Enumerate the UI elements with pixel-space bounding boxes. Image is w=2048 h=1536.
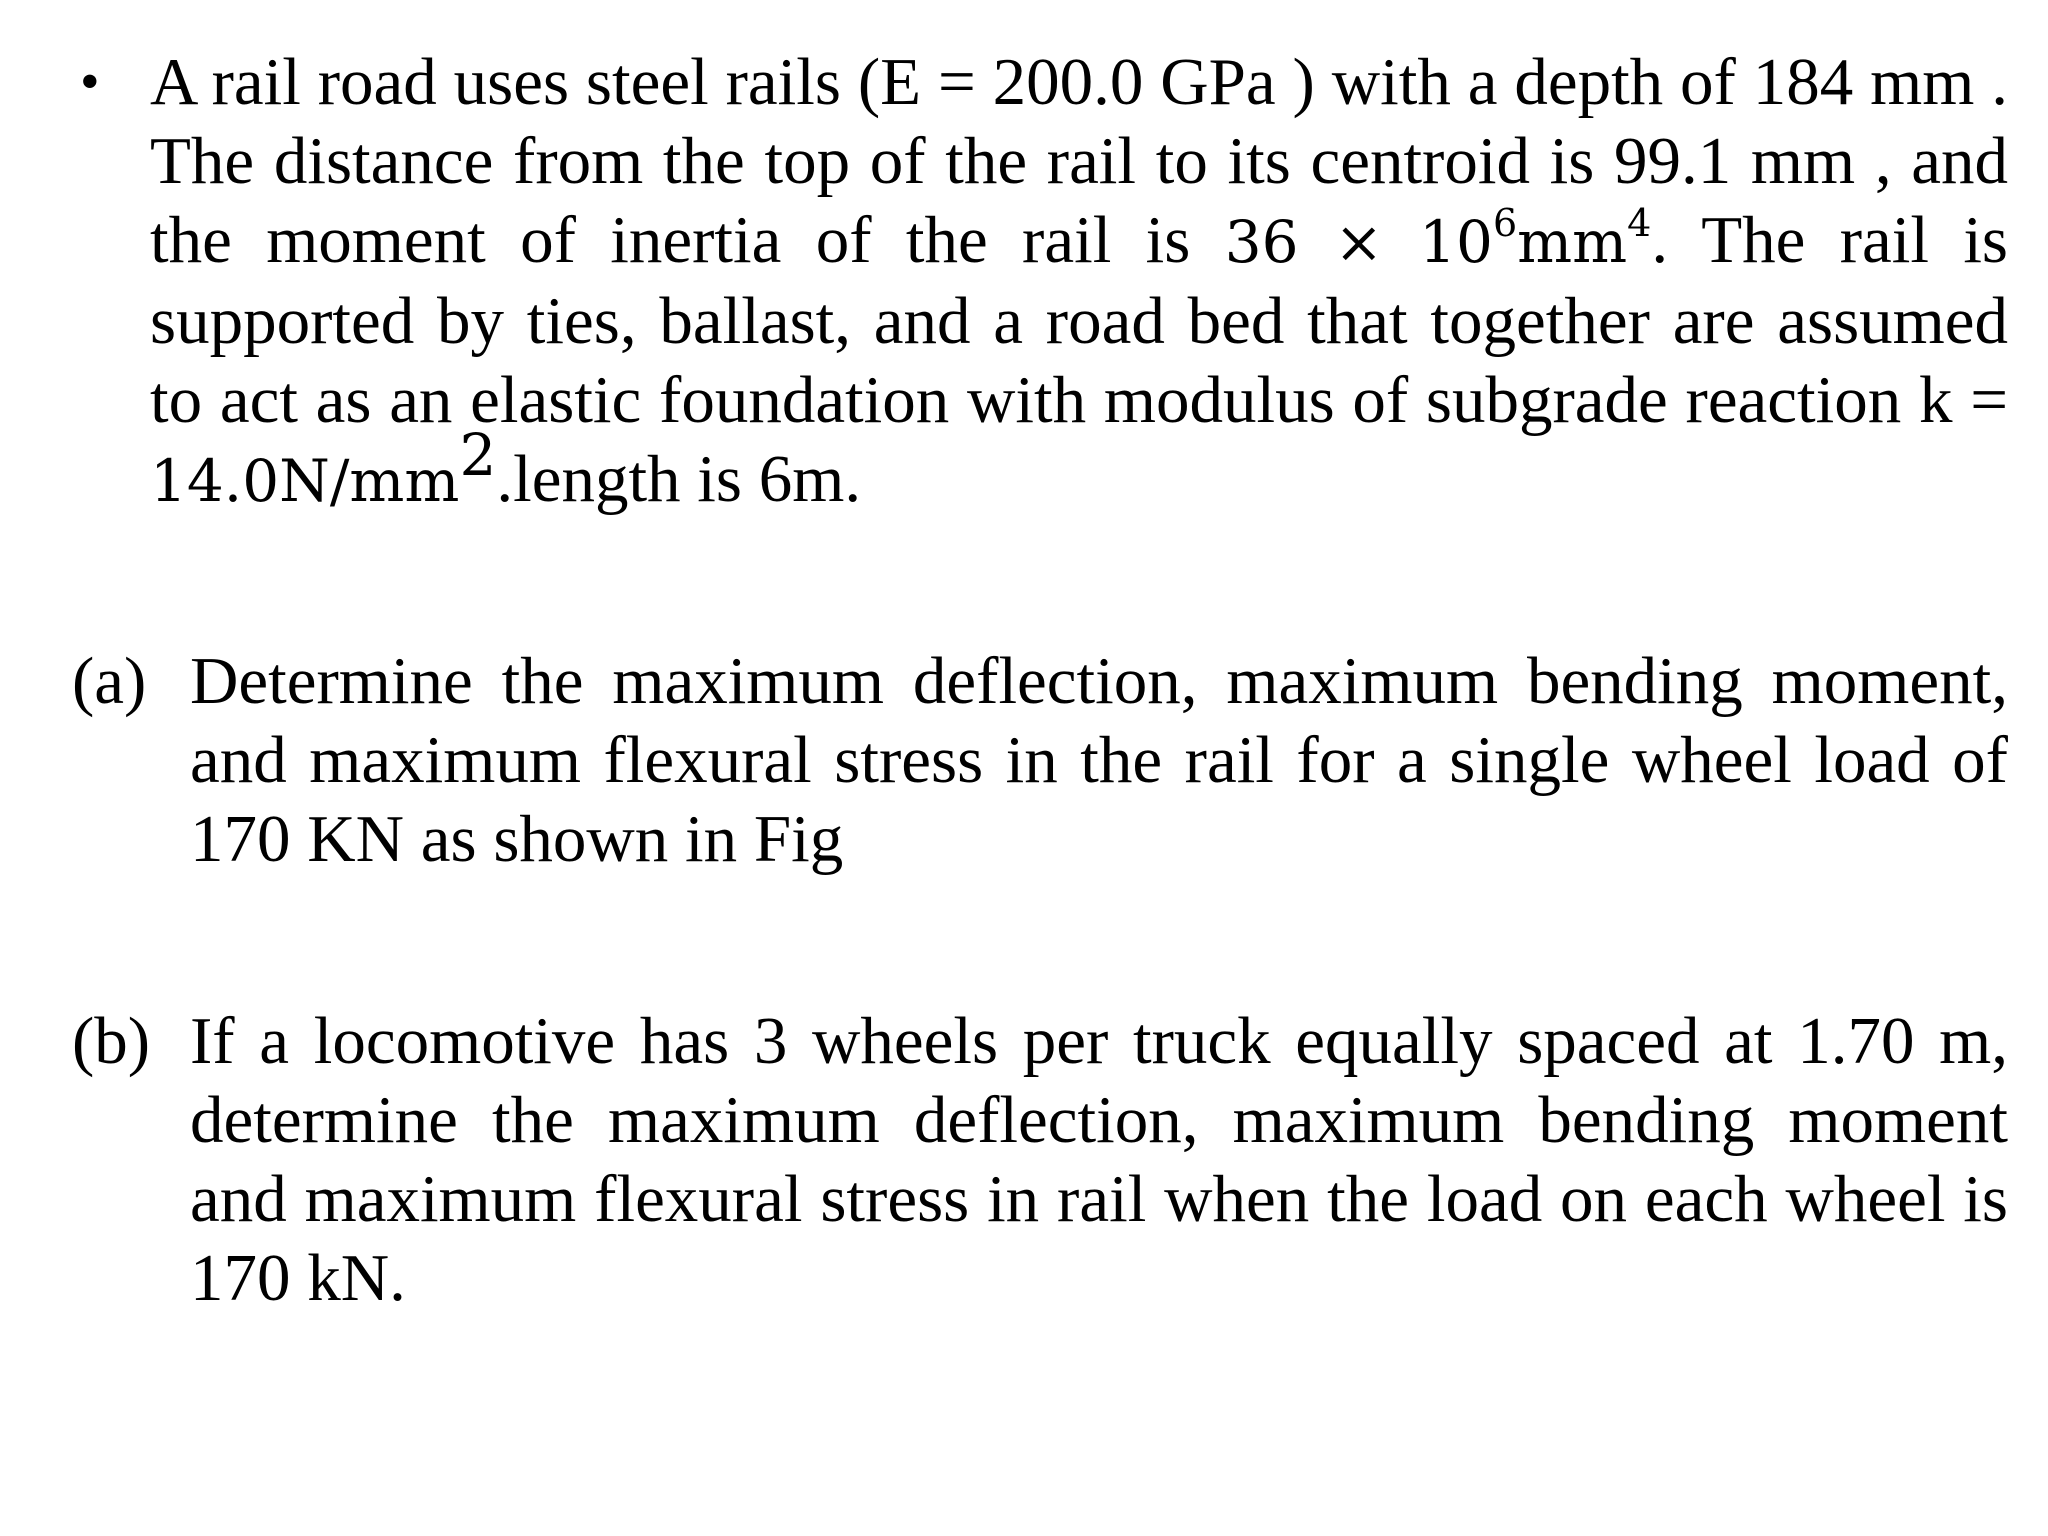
inertia-coefficient: 36 × 10 (1224, 208, 1493, 276)
question-a (72, 642, 2008, 879)
question-a-marker: (a) (72, 644, 147, 718)
statement-text-2: . The rail is supported by ties, ballast, and a road bed that together are assumed to act as an elastic foundation with modulus of subgrade reaction k = (150, 203, 2009, 437)
inertia-exponent: 6 (1492, 201, 1518, 245)
inertia-unit-exponent: 4 (1627, 201, 1652, 245)
inertia-unit: mm (1517, 208, 1628, 276)
subgrade-modulus-exponent: 2 (459, 421, 497, 489)
bullet-marker: • (80, 51, 100, 113)
statement-text-1: A rail road uses steel rails (E = 200.0 GPa ) with a depth of 184 mm . The distance from the top of the rail to its centroid is 99.1 mm , and the moment of inertia of the rail is (150, 45, 2008, 277)
question-b (72, 1002, 2008, 1318)
problem-statement (70, 43, 2008, 521)
question-b-text: If a locomotive has 3 wheels per truck equally spaced at 1.70 m, determine the maximum deflection, maximum bending moment and maximum flexural stress in rail when the load on each wheel is 170 kN. (190, 1004, 2008, 1315)
subgrade-modulus-value: 14.0N/mm (150, 447, 460, 515)
statement-text-3: .length is 6m. (496, 442, 862, 516)
problem-statement-text (150, 43, 2008, 521)
question-b-marker: (b) (72, 1004, 151, 1078)
question-a-text: Determine the maximum deflection, maximum bending moment, and maximum flexural stress in the rail for a single wheel load of 170 KN as shown in Fig (190, 644, 2008, 876)
